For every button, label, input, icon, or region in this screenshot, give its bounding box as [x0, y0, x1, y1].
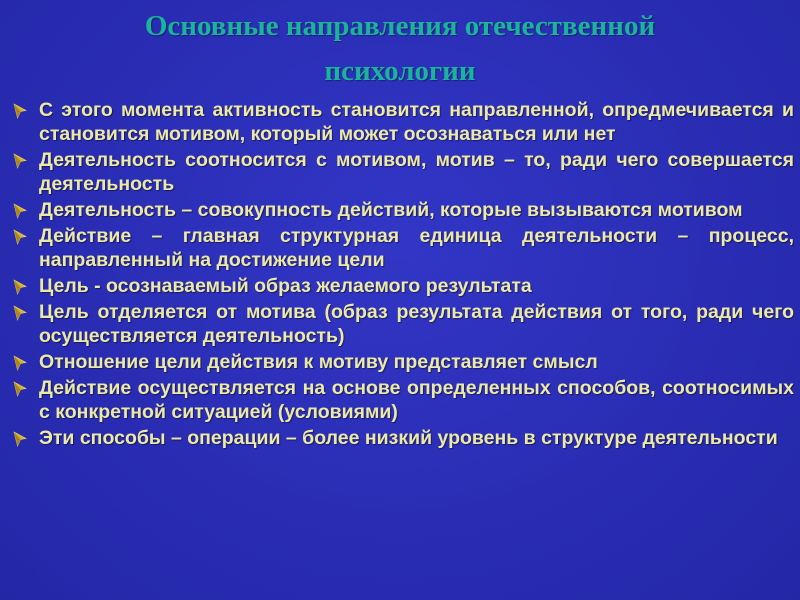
- pointer-arrow-bullet-icon: [13, 203, 27, 219]
- pointer-arrow-bullet-icon: [13, 229, 27, 245]
- pointer-arrow-bullet-icon: [13, 431, 27, 447]
- bullet-text: Действие – главная структурная единица деятельности – процесс, направленный на достижение цели: [39, 225, 794, 271]
- slide-title: [20, 4, 780, 94]
- pointer-arrow-bullet-icon: [13, 355, 27, 371]
- list-item: [10, 426, 794, 450]
- bullet-text: С этого момента активность становится направленной, опредмечивается и становится мотивом, который может осознаваться или нет: [39, 99, 794, 145]
- list-item: [10, 274, 794, 298]
- pointer-arrow-bullet-icon: [13, 153, 27, 169]
- list-item: [10, 376, 794, 424]
- list-item: [10, 300, 794, 348]
- list-item: [10, 98, 794, 146]
- list-item: [10, 198, 794, 222]
- pointer-arrow-bullet-icon: [13, 305, 27, 321]
- bullet-text: Деятельность – совокупность действий, которые вызываются мотивом: [39, 199, 743, 221]
- list-item: [10, 350, 794, 374]
- bullet-text: Цель отделяется от мотива (образ результата действия от того, ради чего осуществляется деятельность): [39, 301, 794, 347]
- bullet-text: Цель - осознаваемый образ желаемого результата: [39, 275, 532, 297]
- pointer-arrow-bullet-icon: [13, 103, 27, 119]
- bullet-text: Эти способы – операции – более низкий уровень в структуре деятельности: [39, 427, 778, 449]
- bullet-text: Деятельность соотносится с мотивом, мотив – то, ради чего совершается деятельность: [39, 149, 794, 195]
- bullet-list: [10, 98, 794, 452]
- slide-title-line-1: Основные направления отечественной: [144, 10, 656, 42]
- list-item: [10, 148, 794, 196]
- pointer-arrow-bullet-icon: [13, 279, 27, 295]
- list-item: [10, 224, 794, 272]
- pointer-arrow-bullet-icon: [13, 381, 27, 397]
- slide-title-line-2: психологии: [324, 55, 476, 87]
- bullet-text: Действие осуществляется на основе определенных способов, соотносимых с конкретной ситуацией (условиями): [39, 377, 794, 423]
- bullet-text: Отношение цели действия к мотиву представляет смысл: [39, 351, 598, 373]
